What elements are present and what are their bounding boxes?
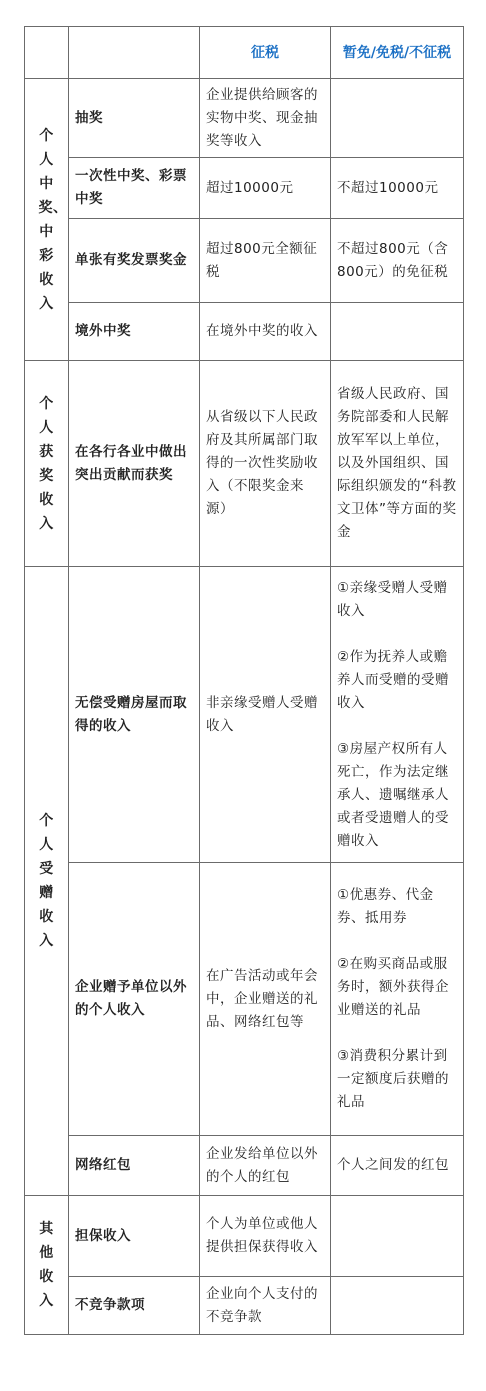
exempt-list-item: ②作为抚养人或赡养人而受赠的受赠收入 bbox=[337, 648, 449, 711]
header-exempt: 暂免/免税/不征税 bbox=[331, 27, 464, 79]
tax-cell: 从省级以下人民政府及其所属部门取得的一次性奖励收入（不限奖金来源） bbox=[200, 361, 331, 567]
table-row bbox=[25, 303, 464, 361]
tax-cell: 个人为单位或他人提供担保获得收入 bbox=[200, 1196, 331, 1277]
tax-cell: 企业向个人支付的不竞争款 bbox=[200, 1277, 331, 1335]
item-cell: 担保收入 bbox=[69, 1196, 200, 1277]
category-cell bbox=[25, 567, 69, 1196]
item-cell: 一次性中奖、彩票中奖 bbox=[69, 158, 200, 219]
item-cell: 企业赠予单位以外的个人收入 bbox=[69, 863, 200, 1136]
item-cell: 在各行各业中做出突出贡献而获奖 bbox=[69, 361, 200, 567]
exempt-list-item: ①亲缘受赠人受赠收入 bbox=[337, 579, 448, 619]
header-row bbox=[25, 27, 464, 79]
tax-cell: 在广告活动或年会中，企业赠送的礼品、网络红包等 bbox=[200, 863, 331, 1136]
exempt-list-item: ③房屋产权所有人死亡，作为法定继承人、遗嘱继承人或者受遗赠人的受赠收入 bbox=[337, 740, 449, 849]
category-cell bbox=[25, 1196, 69, 1335]
item-cell: 网络红包 bbox=[69, 1136, 200, 1196]
category-label: 其他收入 bbox=[39, 1221, 54, 1309]
table-row bbox=[25, 567, 464, 863]
table-row bbox=[25, 79, 464, 158]
exempt-list-item: ②在购买商品或服务时，额外获得企业赠送的礼品 bbox=[337, 956, 449, 1018]
exempt-cell bbox=[331, 303, 464, 361]
tax-cell: 超过10000元 bbox=[200, 158, 331, 219]
tax-classification-table bbox=[24, 26, 464, 1335]
item-cell: 抽奖 bbox=[69, 79, 200, 158]
exempt-list-item: ①优惠券、代金券、抵用券 bbox=[337, 887, 434, 926]
header-blank-category bbox=[25, 27, 69, 79]
header-tax: 征税 bbox=[200, 27, 331, 79]
exempt-cell: 省级人民政府、国务院部委和人民解放军军以上单位，以及外国组织、国际组织颁发的“科教文卫体”等方面的奖金 bbox=[331, 361, 464, 567]
exempt-cell bbox=[331, 1196, 464, 1277]
item-cell: 不竞争款项 bbox=[69, 1277, 200, 1335]
table-row bbox=[25, 158, 464, 219]
exempt-cell bbox=[331, 567, 464, 863]
tax-cell: 企业提供给顾客的实物中奖、现金抽奖等收入 bbox=[200, 79, 331, 158]
tax-cell: 在境外中奖的收入 bbox=[200, 303, 331, 361]
category-cell bbox=[25, 79, 69, 361]
exempt-cell: 不超过10000元 bbox=[331, 158, 464, 219]
exempt-cell bbox=[331, 1277, 464, 1335]
item-cell: 单张有奖发票奖金 bbox=[69, 219, 200, 303]
tax-table-wrapper bbox=[24, 26, 463, 1335]
exempt-cell: 不超过800元（含800元）的免征税 bbox=[331, 219, 464, 303]
table-row bbox=[25, 361, 464, 567]
exempt-cell: 个人之间发的红包 bbox=[331, 1136, 464, 1196]
category-cell bbox=[25, 361, 69, 567]
item-cell: 境外中奖 bbox=[69, 303, 200, 361]
exempt-cell bbox=[331, 79, 464, 158]
table-row bbox=[25, 1136, 464, 1196]
category-label: 个人中奖、中彩收入 bbox=[38, 127, 68, 312]
tax-cell: 超过800元全额征税 bbox=[200, 219, 331, 303]
category-label: 个人受赠收入 bbox=[39, 813, 54, 949]
table-row bbox=[25, 1196, 464, 1277]
table-row bbox=[25, 1277, 464, 1335]
exempt-list-item: ③消费积分累计到一定额度后获赠的礼品 bbox=[337, 1048, 449, 1110]
item-cell: 无偿受赠房屋而取得的收入 bbox=[69, 567, 200, 863]
category-label: 个人获奖收入 bbox=[39, 395, 54, 532]
tax-cell: 企业发给单位以外的个人的红包 bbox=[200, 1136, 331, 1196]
header-blank-item bbox=[69, 27, 200, 79]
tax-cell: 非亲缘受赠人受赠收入 bbox=[200, 567, 331, 863]
table-row bbox=[25, 219, 464, 303]
exempt-cell bbox=[331, 863, 464, 1136]
table-row bbox=[25, 863, 464, 1136]
